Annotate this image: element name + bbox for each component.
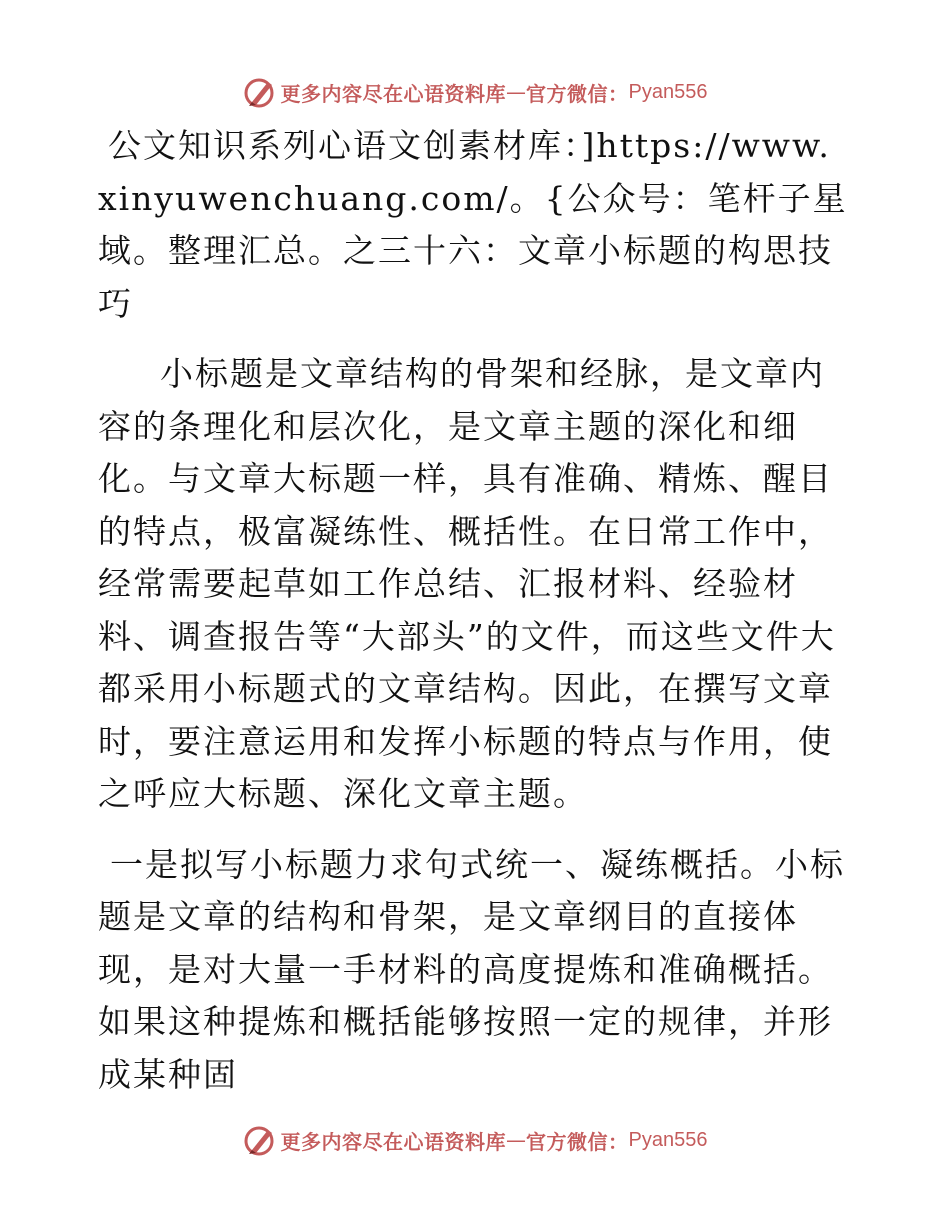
watermark-wechat-label: 官方微信： bbox=[526, 1129, 629, 1154]
watermark-site-text: 更多内容尽在心语资料库 bbox=[280, 1129, 507, 1154]
watermark-wechat-id: Pyan556 bbox=[628, 1128, 708, 1151]
intro-paragraph: 公文知识系列心语文创素材库：]https://www.xinyuwenchuang.com/。{公众号：笔杆子星域。整理汇总。之三十六：文章小标题的构思技巧 bbox=[98, 126, 848, 323]
point-paragraph: 一是拟写小标题力求句式统一、凝练概括。小标题是文章的结构和骨架，是文章纲目的直接体现，是对大量一手材料的高度提炼和准确概括。如果这种提炼和概括能够按照一定的规律，并形成某种固 bbox=[98, 844, 845, 1094]
watermark-separator: — bbox=[506, 80, 527, 104]
document-body bbox=[98, 120, 850, 1101]
pen-logo-icon bbox=[243, 75, 277, 109]
watermark-separator: — bbox=[506, 1128, 527, 1152]
watermark-wechat-id: Pyan556 bbox=[628, 80, 708, 103]
watermark-wechat-label: 官方微信： bbox=[526, 81, 629, 106]
watermark-banner-bottom bbox=[0, 1118, 950, 1162]
pen-logo-icon bbox=[243, 1123, 277, 1157]
watermark-site-text: 更多内容尽在心语资料库 bbox=[280, 81, 507, 106]
body-paragraph: 小标题是文章结构的骨架和经脉，是文章内容的条理化和层次化，是文章主题的深化和细化。与文章大标题一样，具有准确、精炼、醒目的特点，极富凝练性、概括性。在日常工作中，经常需要起草如工作总结、汇报材料、经验材料、调查报告等“大部头”的文件，而这些文件大都采用小标题式的文章结构。因此，在撰写文章时，要注意运用和发挥小标题的特点与作用，使之呼应大标题、深化文章主题。 bbox=[98, 354, 836, 813]
watermark-banner-top bbox=[0, 70, 950, 114]
